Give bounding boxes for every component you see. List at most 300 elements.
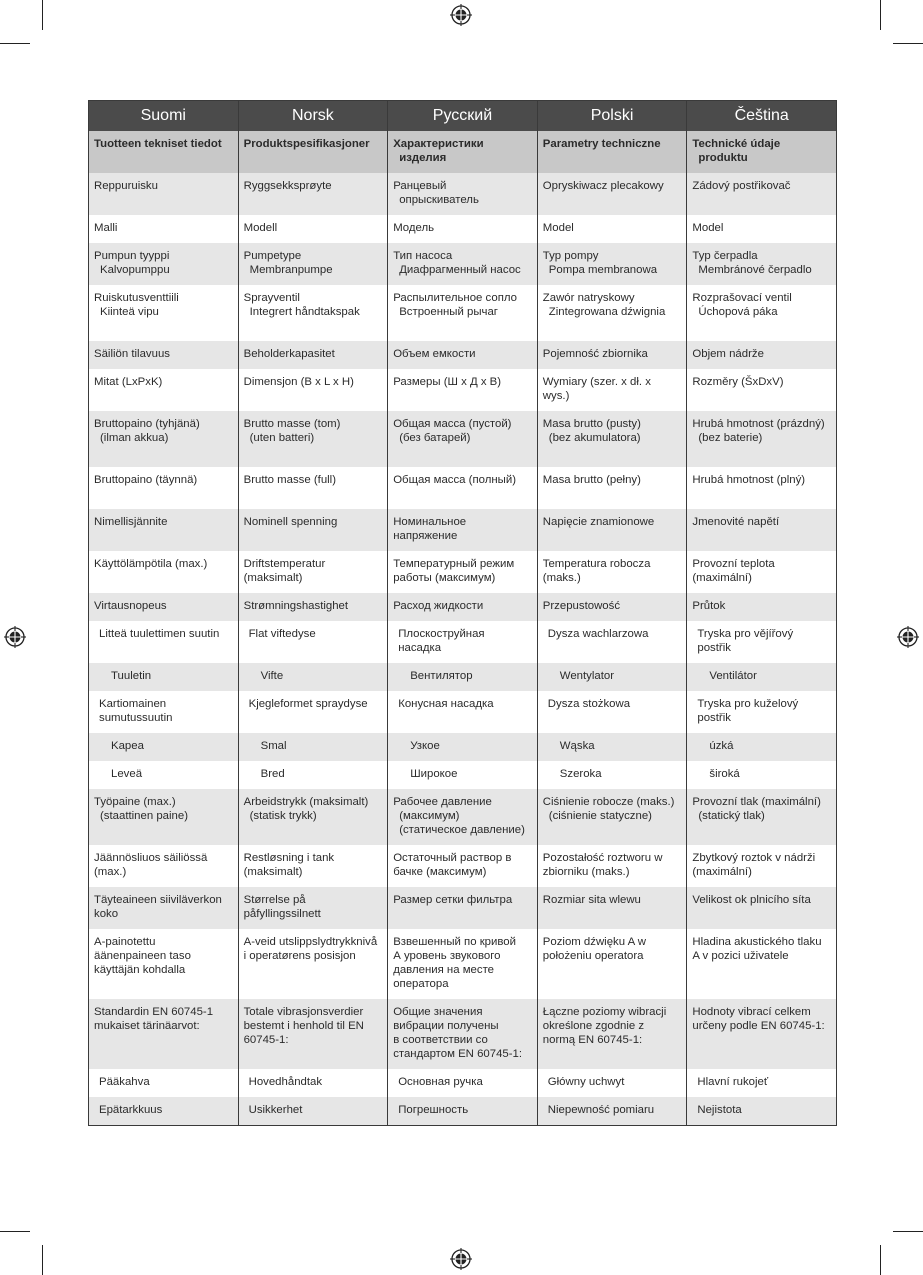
spec-cell <box>537 691 687 733</box>
spec-cell <box>537 509 687 551</box>
spec-cell-line: Model <box>542 222 574 234</box>
spec-cell <box>537 999 687 1069</box>
spec-cell-line: (bez baterie) <box>698 432 763 444</box>
spec-cell-line: Модель <box>393 222 435 234</box>
spec-cell-line: A-painotettu <box>94 936 156 948</box>
spec-cell-line: Wąska <box>559 740 595 752</box>
spec-cell <box>537 369 687 411</box>
spec-row <box>89 663 837 691</box>
spec-cell-line: postřik <box>697 712 731 724</box>
spec-cell <box>89 215 239 243</box>
crop-mark <box>893 43 923 44</box>
spec-cell <box>537 411 687 467</box>
spec-cell <box>238 243 388 285</box>
crop-mark <box>0 43 30 44</box>
crop-mark <box>893 1231 923 1232</box>
spec-cell <box>238 173 388 215</box>
spec-cell-line: Рабочее давление <box>393 796 492 808</box>
spec-cell-line: (statisk trykk) <box>249 810 317 822</box>
spec-cell <box>388 369 538 411</box>
spec-cell <box>238 691 388 733</box>
spec-row <box>89 243 837 285</box>
spec-cell-line: Rozprašovací ventil <box>692 292 792 304</box>
spec-cell <box>388 733 538 761</box>
spec-cell-line: Основная ручка <box>398 1076 483 1088</box>
spec-cell-line: Wymiary (szer. x dł. x <box>542 376 651 388</box>
registration-mark-icon <box>450 4 472 26</box>
spec-cell <box>89 691 239 733</box>
spec-cell <box>89 733 239 761</box>
spec-cell-line: Vifte <box>260 670 284 682</box>
spec-cell <box>687 131 837 173</box>
spec-cell-line: Встроенный рычаг <box>399 306 498 318</box>
spec-cell <box>687 215 837 243</box>
spec-cell-line: Узкое <box>410 740 440 752</box>
spec-cell-line: Вентилятор <box>410 670 473 682</box>
spec-cell-line: Størrelse på <box>243 894 306 906</box>
spec-cell-line: Общая масса (полный) <box>393 474 516 486</box>
spec-cell <box>89 369 239 411</box>
spec-cell-line: Membránové čerpadlo <box>698 264 812 276</box>
spec-cell <box>537 341 687 369</box>
spec-cell-line: Epätarkkuus <box>99 1104 163 1116</box>
spec-cell-line: (maximální) <box>692 866 752 878</box>
spec-cell <box>537 1069 687 1097</box>
spec-cell-line: Расход жидкости <box>393 600 484 612</box>
spec-cell-line: Pumpetype <box>243 250 302 262</box>
spec-cell <box>687 1097 837 1126</box>
spec-cell-line: Napięcie znamionowe <box>542 516 655 528</box>
spec-cell <box>388 789 538 845</box>
spec-cell-line: Nominell spenning <box>243 516 338 528</box>
spec-cell <box>238 341 388 369</box>
spec-cell-line: Objem nádrže <box>692 348 764 360</box>
spec-cell <box>388 593 538 621</box>
spec-cell-line: påfyllingssilnett <box>243 908 321 920</box>
spec-cell <box>388 285 538 341</box>
spec-cell <box>238 663 388 691</box>
spec-cell <box>89 411 239 467</box>
spec-cell <box>238 999 388 1069</box>
spec-cell-line: насадка <box>398 642 442 654</box>
spec-cell-line: Pompa membranowa <box>548 264 658 276</box>
spec-row <box>89 929 837 999</box>
spec-cell-line: (максимум) <box>399 810 460 822</box>
spec-row <box>89 761 837 789</box>
spec-cell-line: напряжение <box>393 530 458 542</box>
spec-cell-line: wys.) <box>542 390 570 402</box>
spec-cell-line: Kiinteä vipu <box>100 306 159 318</box>
spec-cell <box>388 215 538 243</box>
spec-cell <box>687 733 837 761</box>
spec-cell-line: Driftstemperatur <box>243 558 326 570</box>
spec-row <box>89 173 837 215</box>
spec-cell <box>238 551 388 593</box>
spec-cell-line: Typ pompy <box>542 250 599 262</box>
spec-cell <box>388 999 538 1069</box>
spec-cell <box>388 691 538 733</box>
spec-cell <box>388 621 538 663</box>
spec-cell <box>388 1097 538 1126</box>
spec-cell-line: Rozmiar sita wlewu <box>542 894 641 906</box>
spec-cell-line: Usikkerhet <box>248 1104 303 1116</box>
spec-cell <box>537 243 687 285</box>
spec-cell-line: Zádový postřikovač <box>692 180 791 192</box>
spec-cell <box>238 929 388 999</box>
spec-cell-line: Номинальное <box>393 516 467 528</box>
spec-cell-line: Masa brutto (pusty) <box>542 418 641 430</box>
spec-cell-line: Brutto masse (tom) <box>243 418 341 430</box>
spec-cell-line: Ventilátor <box>709 670 757 682</box>
spec-cell-line: Smal <box>260 740 287 752</box>
spec-cell-line: Strømningshastighet <box>243 600 349 612</box>
spec-cell-line: Ранцевый <box>393 180 447 192</box>
spec-cell <box>89 131 239 173</box>
spec-cell <box>89 887 239 929</box>
spec-cell <box>89 761 239 789</box>
spec-cell-line: Kartiomainen <box>99 698 167 710</box>
spec-row <box>89 789 837 845</box>
spec-cell-line: (maximální) <box>692 572 752 584</box>
spec-cell-line: Arbeidstrykk (maksimalt) <box>243 796 369 808</box>
spec-cell-line: (max.) <box>94 866 127 878</box>
spec-cell <box>537 173 687 215</box>
spec-cell <box>687 887 837 929</box>
spec-cell-line: вибрации получены <box>393 1020 499 1032</box>
language-header: Suomi <box>89 101 239 132</box>
spec-row <box>89 509 837 551</box>
spec-cell-line: Tuuletin <box>111 670 152 682</box>
spec-cell <box>238 761 388 789</box>
spec-cell-line: Velikost ok plnicího síta <box>692 894 811 906</box>
spec-cell-line: Virtausnopeus <box>94 600 167 612</box>
spec-cell <box>537 551 687 593</box>
spec-cell <box>89 341 239 369</box>
spec-cell-line: Provozní teplota <box>692 558 775 570</box>
spec-cell <box>238 621 388 663</box>
spec-cell <box>537 929 687 999</box>
spec-cell-line: Объем емкости <box>393 348 476 360</box>
spec-row <box>89 285 837 341</box>
spec-cell <box>687 691 837 733</box>
spec-cell <box>238 369 388 411</box>
spec-row <box>89 215 837 243</box>
spec-cell <box>89 173 239 215</box>
spec-cell-line: (maksimalt) <box>243 866 303 878</box>
spec-cell <box>537 789 687 845</box>
spec-cell <box>687 243 837 285</box>
crop-mark <box>880 0 881 30</box>
spec-cell <box>388 341 538 369</box>
language-header: Čeština <box>687 101 837 132</box>
spec-cell-line: в соответствии со <box>393 1034 488 1046</box>
spec-cell-line: (uten batteri) <box>249 432 315 444</box>
spec-cell-line: Zbytkový roztok v nádrži <box>692 852 816 864</box>
spec-cell-line: Flat viftedyse <box>248 628 316 640</box>
spec-cell-line: Nimellisjännite <box>94 516 168 528</box>
spec-row <box>89 733 837 761</box>
spec-cell <box>388 173 538 215</box>
spec-cell-line: Typ čerpadla <box>692 250 758 262</box>
spec-cell-line: Wentylator <box>559 670 615 682</box>
language-header: Norsk <box>238 101 388 132</box>
spec-section-header-row <box>89 131 837 173</box>
spec-cell-line: Jmenovité napětí <box>692 516 780 528</box>
spec-cell-line: (статическое давление) <box>399 824 525 836</box>
spec-cell <box>89 999 239 1069</box>
registration-mark-icon <box>897 626 919 648</box>
spec-cell-line: Průtok <box>692 600 726 612</box>
spec-cell <box>388 663 538 691</box>
spec-cell-line: Hladina akustického tlaku <box>692 936 822 948</box>
spec-cell-line: Hrubá hmotnost (plný) <box>692 474 806 486</box>
spec-cell <box>687 509 837 551</box>
spec-cell <box>388 845 538 887</box>
spec-cell-line: Käyttölämpötila (max.) <box>94 558 208 570</box>
spec-cell <box>687 845 837 887</box>
spec-cell-line: Integrert håndtakspak <box>249 306 360 318</box>
spec-cell <box>388 551 538 593</box>
spec-cell <box>537 467 687 509</box>
spec-cell-line: Poziom dźwięku A w <box>542 936 646 948</box>
spec-cell-line: Bruttopaino (täynnä) <box>94 474 198 486</box>
spec-cell <box>89 243 239 285</box>
spec-row <box>89 845 837 887</box>
spec-cell-line: Dysza stożkowa <box>547 698 631 710</box>
spec-cell-line: Взвешенный по кривой <box>393 936 517 948</box>
spec-cell-line: Tryska pro kuželový <box>697 698 799 710</box>
spec-cell <box>537 621 687 663</box>
spec-cell <box>388 131 538 173</box>
spec-cell <box>687 1069 837 1097</box>
spec-cell-line: Kalvopumppu <box>100 264 170 276</box>
spec-cell-line: Ruiskutusventtiili <box>94 292 179 304</box>
spec-cell-line: Tuotteen tekniset tiedot <box>94 138 222 150</box>
spec-cell <box>89 285 239 341</box>
spec-row <box>89 411 837 467</box>
spec-cell-line: Hrubá hmotnost (prázdný) <box>692 418 825 430</box>
spec-cell <box>687 999 837 1069</box>
spec-cell-line: (без батарей) <box>399 432 471 444</box>
spec-cell-line: Zintegrowana dźwignia <box>548 306 666 318</box>
spec-cell <box>238 285 388 341</box>
spec-cell <box>89 1097 239 1126</box>
spec-cell <box>89 929 239 999</box>
spec-row <box>89 341 837 369</box>
spec-cell-line: A v pozici uživatele <box>692 950 789 962</box>
spec-cell-line: Säiliön tilavuus <box>94 348 170 360</box>
specification-body <box>89 131 837 1126</box>
spec-cell <box>89 551 239 593</box>
spec-cell <box>388 467 538 509</box>
spec-cell-line: Ciśnienie robocze (maks.) <box>542 796 675 808</box>
spec-cell-line: Reppuruisku <box>94 180 158 192</box>
spec-cell-line: bestemt i henhold til EN <box>243 1020 364 1032</box>
spec-cell <box>89 1069 239 1097</box>
spec-cell <box>687 341 837 369</box>
spec-cell <box>687 593 837 621</box>
spec-cell <box>537 761 687 789</box>
spec-cell-line: (ilman akkua) <box>100 432 169 444</box>
spec-cell-line: A-veid utslippslydtrykknivå <box>243 936 378 948</box>
spec-cell-line: Masa brutto (pełny) <box>542 474 641 486</box>
spec-cell <box>238 131 388 173</box>
spec-cell <box>388 1069 538 1097</box>
language-header-row <box>89 101 837 132</box>
spec-cell-line: Hovedhåndtak <box>248 1076 323 1088</box>
spec-cell <box>687 551 837 593</box>
spec-cell <box>238 789 388 845</box>
spec-cell-line: Przepustowość <box>542 600 621 612</box>
spec-cell <box>89 789 239 845</box>
spec-cell-line: určeny podle EN 60745-1: <box>692 1020 825 1032</box>
spec-cell <box>238 593 388 621</box>
spec-cell-line: Työpaine (max.) <box>94 796 176 808</box>
spec-cell-line: Szeroka <box>559 768 602 780</box>
spec-cell-line: Litteä tuulettimen suutin <box>99 628 220 640</box>
spec-cell <box>89 845 239 887</box>
spec-cell-line: Model <box>692 222 724 234</box>
spec-cell-line: Широкое <box>410 768 458 780</box>
spec-cell-line: Restløsning i tank <box>243 852 335 864</box>
spec-cell-line: (maks.) <box>542 572 581 584</box>
spec-cell <box>89 663 239 691</box>
spec-cell-line: Standardin EN 60745-1 <box>94 1006 214 1018</box>
spec-cell-line: Ryggsekksprøyte <box>243 180 332 192</box>
spec-cell-line: Modell <box>243 222 278 234</box>
spec-cell-line: Pozostałość roztworu w <box>542 852 663 864</box>
spec-cell-line: postřik <box>697 642 731 654</box>
spec-row <box>89 621 837 663</box>
spec-cell-line: Bruttopaino (tyhjänä) <box>94 418 200 430</box>
spec-cell-line: Parametry techniczne <box>542 138 661 150</box>
spec-cell <box>388 243 538 285</box>
spec-row <box>89 369 837 411</box>
spec-row <box>89 999 837 1069</box>
spec-cell-line: sumutussuutin <box>99 712 173 724</box>
spec-cell-line: Pojemność zbiornika <box>542 348 648 360</box>
spec-cell-line: Totale vibrasjonsverdier <box>243 1006 364 1018</box>
spec-cell <box>89 467 239 509</box>
spec-cell-line: úzká <box>709 740 734 752</box>
spec-cell-line: produktu <box>698 152 748 164</box>
spec-row <box>89 691 837 733</box>
spec-cell <box>238 733 388 761</box>
spec-cell-line: Niepewność pomiaru <box>547 1104 655 1116</box>
spec-cell-line: Tryska pro vějířový <box>697 628 794 640</box>
spec-cell <box>687 369 837 411</box>
spec-cell-line: Остаточный раствор в <box>393 852 512 864</box>
spec-cell-line: normą EN 60745-1: <box>542 1034 643 1046</box>
spec-cell <box>537 285 687 341</box>
spec-cell <box>537 887 687 929</box>
spec-cell <box>537 663 687 691</box>
spec-cell-line: Úchopová páka <box>698 306 778 318</box>
spec-cell-line: Распылительное сопло <box>393 292 517 304</box>
spec-cell-line: Technické údaje <box>692 138 781 150</box>
spec-cell <box>537 215 687 243</box>
spec-cell <box>388 411 538 467</box>
language-header: Русский <box>388 101 538 132</box>
spec-cell-line: Температурный режим <box>393 558 515 570</box>
spec-cell-line: Погрешность <box>398 1104 469 1116</box>
spec-row <box>89 887 837 929</box>
spec-cell-line: (staattinen paine) <box>100 810 189 822</box>
spec-cell-line: Тип насоса <box>393 250 453 262</box>
spec-cell-line: Диафрагменный насос <box>399 264 521 276</box>
spec-cell-line: 60745-1: <box>243 1034 289 1046</box>
spec-row <box>89 1069 837 1097</box>
spec-cell <box>238 467 388 509</box>
spec-cell-line: Плоскоструйная <box>398 628 485 640</box>
spec-cell-line: Pääkahva <box>99 1076 150 1088</box>
spec-cell-line: А уровень звукового <box>393 950 501 962</box>
spec-cell <box>687 929 837 999</box>
spec-cell-line: работы (максимум) <box>393 572 496 584</box>
spec-cell <box>687 467 837 509</box>
spec-cell-line: Общие значения <box>393 1006 483 1018</box>
crop-mark <box>42 1245 43 1275</box>
spec-cell <box>388 887 538 929</box>
spec-cell-line: давления на месте <box>393 964 495 976</box>
spec-cell <box>687 761 837 789</box>
crop-mark <box>0 1231 30 1232</box>
specification-table <box>88 100 837 1126</box>
spec-cell <box>388 929 538 999</box>
spec-cell-line: (bez akumulatora) <box>548 432 641 444</box>
spec-cell-line: Malli <box>94 222 118 234</box>
spec-cell-line: zbiorniku (maks.) <box>542 866 630 878</box>
spec-cell-line: изделия <box>399 152 447 164</box>
spec-cell <box>238 1097 388 1126</box>
spec-cell <box>537 131 687 173</box>
spec-cell-line: Pumpun tyyppi <box>94 250 170 262</box>
spec-cell-line: Конусная насадка <box>398 698 494 710</box>
spec-cell-line: Leveä <box>111 768 143 780</box>
spec-cell-line: Rozměry (ŠxDxV) <box>692 376 784 388</box>
spec-cell <box>388 761 538 789</box>
spec-cell <box>687 621 837 663</box>
spec-cell-line: Beholderkapasitet <box>243 348 335 360</box>
spec-cell <box>89 509 239 551</box>
spec-cell-line: Provozní tlak (maximální) <box>692 796 821 808</box>
spec-cell-line: Brutto masse (full) <box>243 474 337 486</box>
spec-cell <box>537 1097 687 1126</box>
spec-cell-line: Общая масса (пустой) <box>393 418 512 430</box>
spec-cell-line: Mitat (LxPxK) <box>94 376 163 388</box>
spec-cell <box>687 663 837 691</box>
spec-cell-line: (maksimalt) <box>243 572 303 584</box>
spec-row <box>89 467 837 509</box>
spec-cell-line: Täyteaineen siiviläverkon <box>94 894 222 906</box>
spec-cell-line: koko <box>94 908 119 920</box>
spec-cell-line: Zawór natryskowy <box>542 292 635 304</box>
spec-cell-line: стандартом EN 60745-1: <box>393 1048 523 1060</box>
spec-cell-line: Główny uchwyt <box>547 1076 625 1088</box>
spec-cell-line: Nejistota <box>697 1104 742 1116</box>
spec-cell-line: Jäännösliuos säiliössä <box>94 852 208 864</box>
spec-cell-line: Размер сетки фильтра <box>393 894 513 906</box>
spec-cell-line: оператора <box>393 978 449 990</box>
spec-cell <box>687 411 837 467</box>
spec-cell-line: опрыскиватель <box>399 194 479 206</box>
spec-cell-line: Opryskiwacz plecakowy <box>542 180 664 192</box>
language-header: Polski <box>537 101 687 132</box>
spec-cell <box>687 173 837 215</box>
spec-cell <box>537 845 687 887</box>
spec-cell-line: Hodnoty vibrací celkem <box>692 1006 811 1018</box>
spec-cell <box>537 733 687 761</box>
